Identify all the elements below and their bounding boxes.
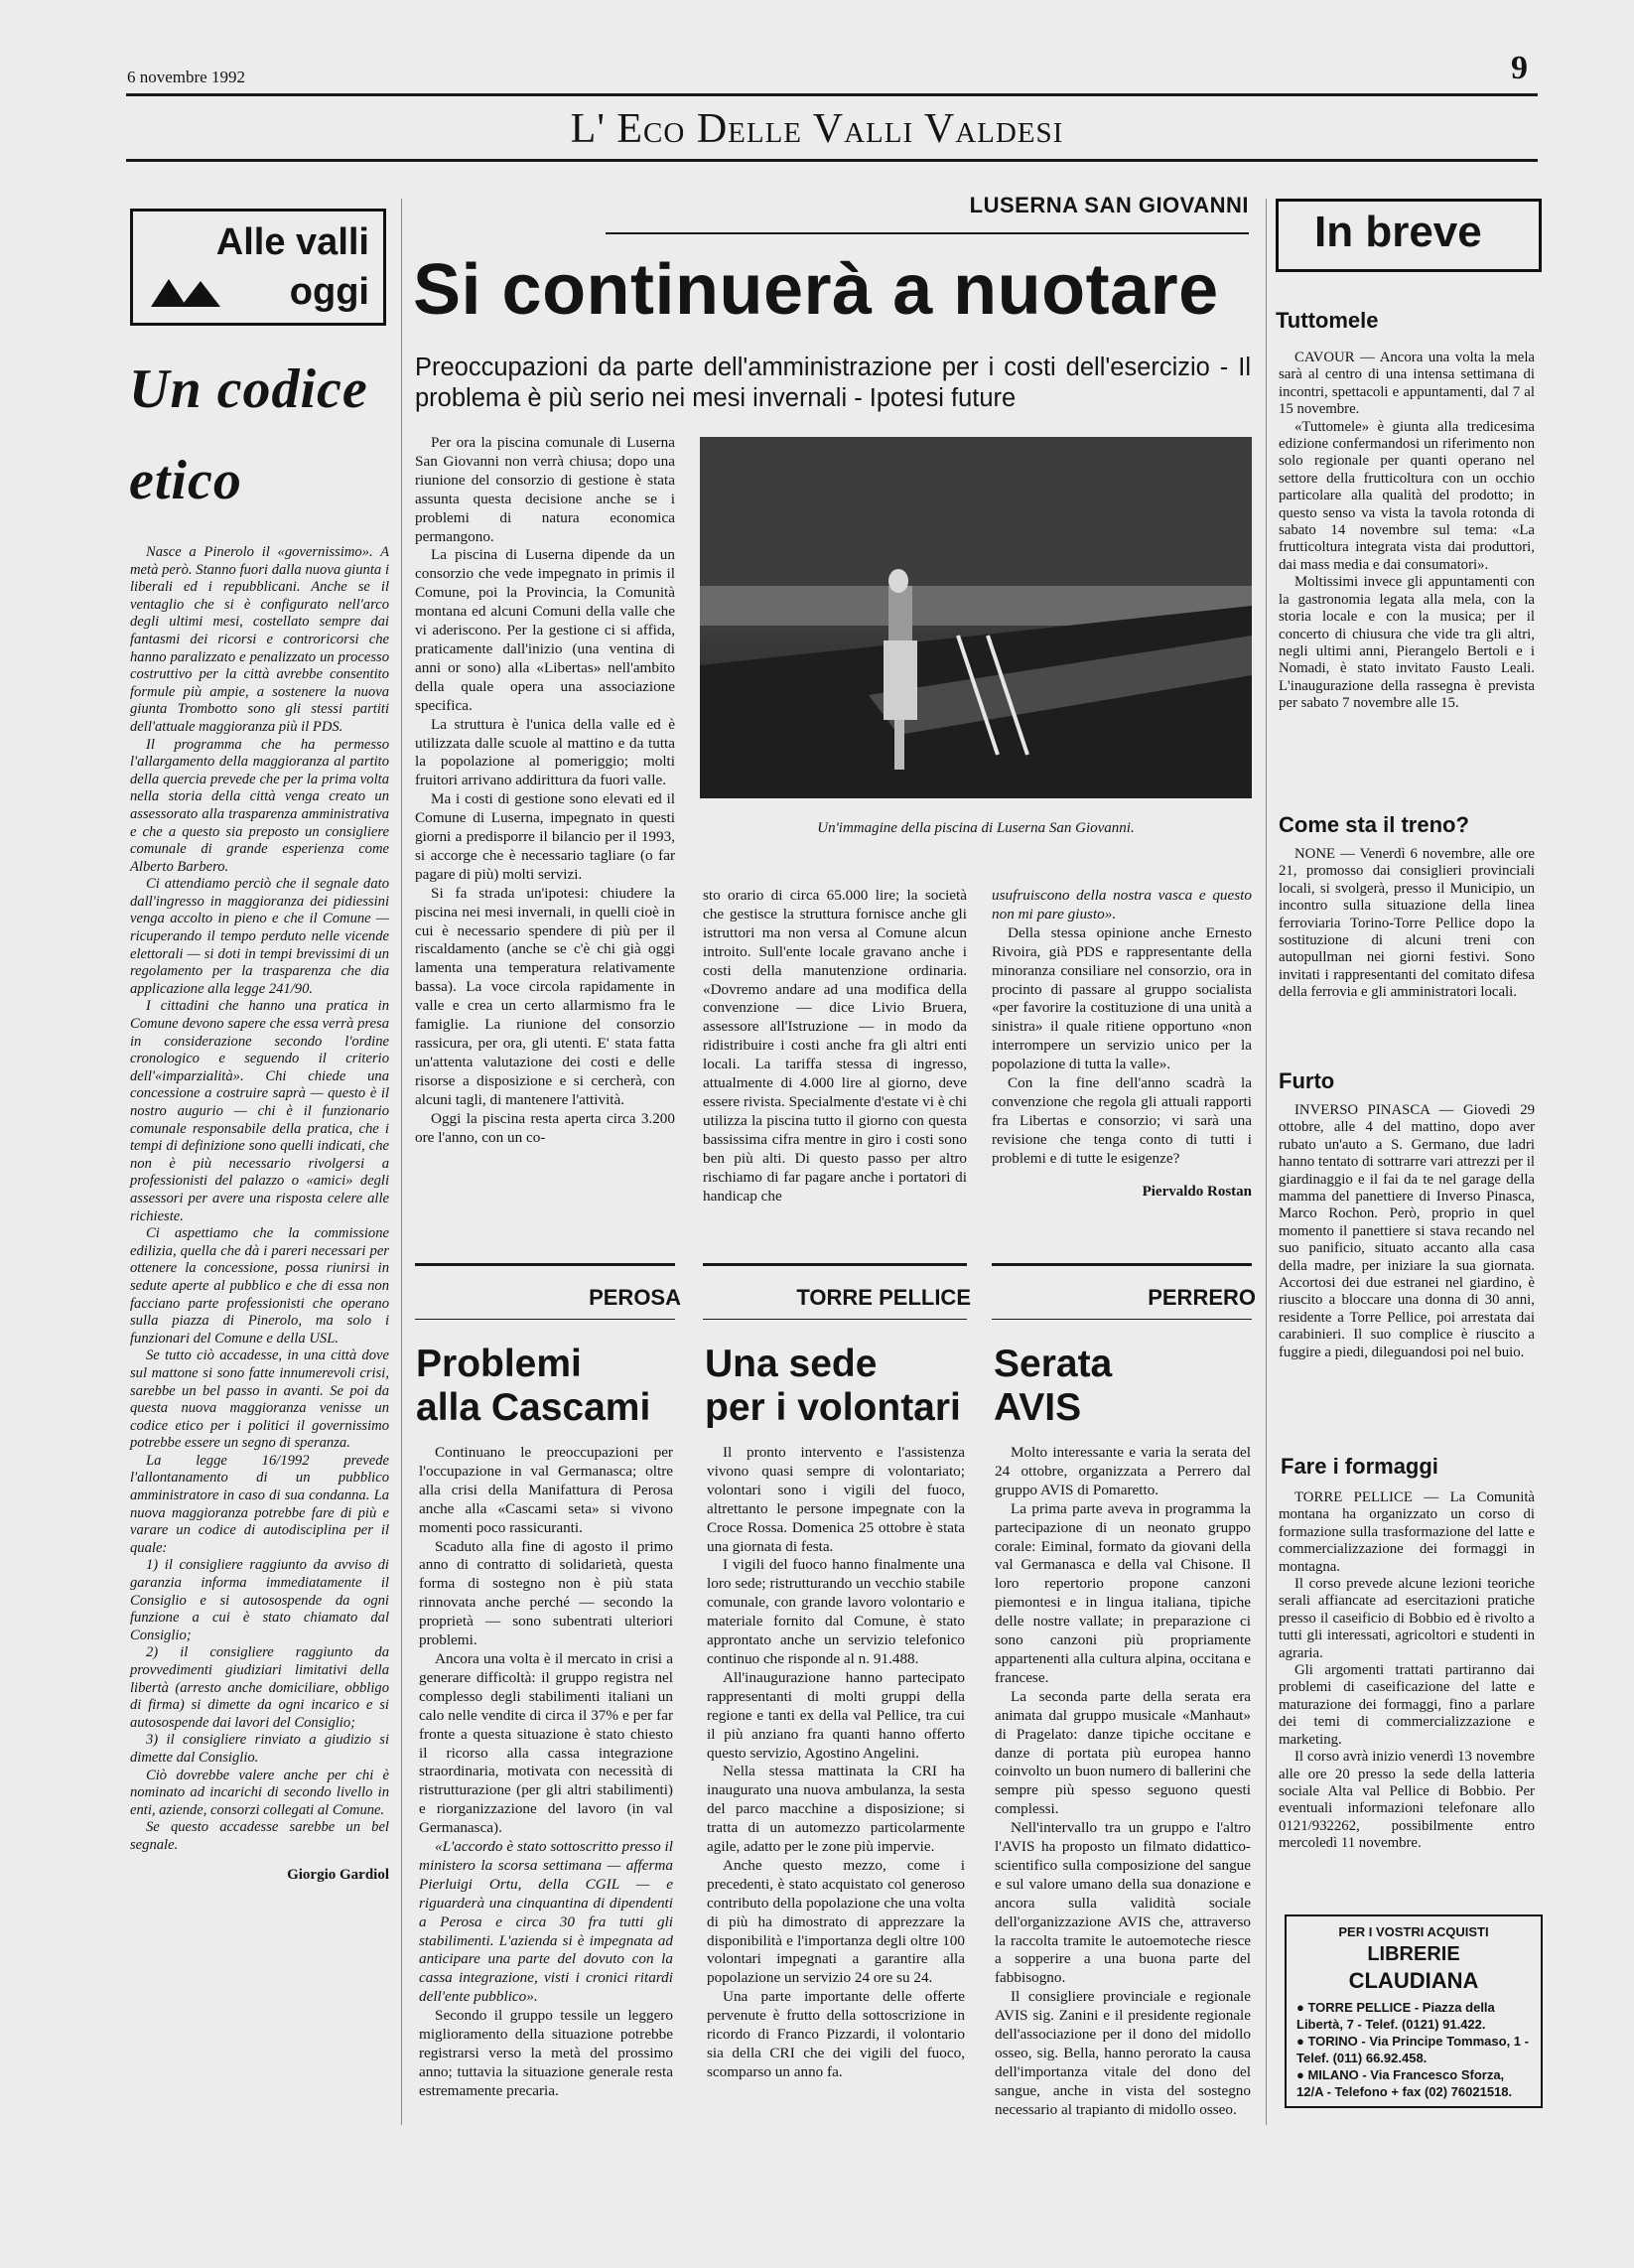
in-breve-box <box>1276 199 1542 272</box>
main-kicker: LUSERNA SAN GIOVANNI <box>969 193 1249 217</box>
main-col3 <box>992 887 1252 1202</box>
paragraph: usufruiscono della nostra vasca e questo non mi pare giusto». <box>992 887 1252 922</box>
photo-caption: Un'immagine della piscina di Luserna San Giovanni. <box>817 820 1135 836</box>
perrero-body <box>995 1444 1251 2120</box>
perosa-kicker: PEROSA <box>589 1285 681 1310</box>
ad-item: ● TORINO - Via Principe Tommaso, 1 - Telef. (011) 66.92.458. <box>1296 2033 1531 2066</box>
paragraph: 1) il consigliere raggiunto da avviso di garanzia informa immediatamente il Consiglio e si autosospende da ogni funzione a cui è stato chiamato dal Consiglio; <box>130 1557 389 1643</box>
main-col2 <box>703 887 967 1205</box>
paragraph: Molto interessante e varia la serata del 24 ottobre, organizzata a Perrero dal gruppo AVIS di Pomaretto. <box>995 1444 1251 1498</box>
paragraph: La seconda parte della serata era animata dal gruppo musicale «Manhaut» di Pragelato: danze tipiche occitane e danze di portata più europea hanno coinvolto un buon numero di ballerini che sempre più spesso seguono questi complessi. <box>995 1687 1251 1818</box>
paragraph: Gli argomenti trattati partiranno dai problemi di caseificazione del latte e maturazione dei formaggi, fino a parlare dei temi di commercializzazione e marketing. <box>1279 1662 1535 1748</box>
masthead: L' Eco Delle Valli Valdesi <box>570 106 1064 152</box>
header-top-rule <box>126 93 1538 96</box>
paragraph: Il corso prevede alcune lezioni teoriche serali affiancate ad esercitazioni pratiche presso il caseificio di Bobbio ed è rivolto a tutti gli interessati, agricoltori e studenti in agraria. <box>1279 1576 1535 1661</box>
paragraph: Continuano le preoccupazioni per l'occupazione in val Germanasca; oltre alla crisi della Manifattura di Perosa anche alla «Cascami seta» si vivono momenti poco rassicuranti. <box>419 1444 673 1536</box>
perosa-headline <box>416 1343 650 1430</box>
treno-head: Come sta il treno? <box>1279 812 1469 837</box>
torre-top-rule <box>703 1263 967 1266</box>
torre-kicker-rule <box>703 1319 967 1320</box>
mountains-icon <box>151 277 220 307</box>
claudiana-ad <box>1285 1914 1543 2108</box>
paragraph: Oggi la piscina resta aperta circa 3.200 ore l'anno, con un co- <box>415 1109 675 1146</box>
torre-headline <box>705 1343 961 1430</box>
paragraph: sto orario di circa 65.000 lire; la società che gestisce la struttura fornisce anche gli istruttori ma non versa al Comune alcun introito. Sull'ente locale gravano anche i costi della manutenzione ordinaria. «Dovremo andare ad una modifica della convenzione — dice Livio Bruera, assessore all'Istruzione — in modo da ridistribuire i costi anche fra gli altri enti locali. La tariffa stessa di ingresso, attualmente di 4.000 lire al giorno, deve essere rivista. Specialmente d'estate vi è chi utilizza la piscina tutto il giorno con questa bassissima cifra mentre in giro i costi sono ben più alti. Di questo passo per altro rischiamo di far pagare anche i portatori di handicap che <box>703 887 967 1205</box>
formaggi-body <box>1279 1489 1535 1853</box>
ad-line2: LIBRERIE <box>1367 1943 1460 1965</box>
editorial-author: Giorgio Gardiol <box>287 1866 389 1883</box>
headline-line: Serata <box>994 1343 1113 1385</box>
pool-photo <box>700 437 1252 798</box>
paragraph: Ancora una volta è il mercato in crisi a generare difficoltà: il gruppo registra nel complesso degli stabilimenti italiani un calo nelle vendite di circa il 37% e per far fronte a questa situazione è stato chiesto il ricorso alla cassa integrazione straordinaria, motivata con necessità di ristrutturazione (per gli altri stabilimenti) e riorganizzazione del lavoro (in val Germanasca). <box>419 1649 673 1837</box>
header-bottom-rule <box>126 159 1538 162</box>
formaggi-head: Fare i formaggi <box>1281 1454 1438 1479</box>
main-author: Piervaldo Rostan <box>1142 1183 1252 1200</box>
headline-line: Problemi <box>416 1343 582 1385</box>
headline-line: Una sede <box>705 1343 878 1385</box>
main-col1 <box>415 434 675 1147</box>
paragraph: CAVOUR — Ancora una volta la mela sarà al centro di una intensa settimana di incontri, spettacoli e appuntamenti, dal 7 al 15 novembre. <box>1279 350 1535 418</box>
paragraph: Scaduto alla fine di agosto il primo anno di contratto di solidarietà, questa forma di sostegno non è più stata rinnovata anche perché — secondo la proprietà — sono subentrati ulteriori problemi. <box>419 1537 673 1649</box>
left-title-line2: etico <box>129 450 242 511</box>
paragraph: Moltissimi invece gli appuntamenti con la gastronomia legata alla mela, con la storia locale e con la musica; per il concerto di chiusura che vide tra gli altri, negli ultimi anni, Pierangelo Bertoli e i Nomadi, è stato invitato Fausto Leali. L'inaugurazione della rassegna è prevista per sabato 7 novembre alle 15. <box>1279 574 1535 712</box>
main-deck: Preoccupazioni da parte dell'amministrazione per i costi dell'esercizio - Il problema è più serio nei mesi invernali - Ipotesi future <box>415 354 1251 412</box>
issue-date: 6 novembre 1992 <box>127 68 245 86</box>
tuttomele-head: Tuttomele <box>1276 308 1379 333</box>
main-kicker-rule <box>606 232 1249 234</box>
furto-body <box>1279 1102 1535 1361</box>
paragraph: «L'accordo è stato sottoscritto presso il ministero la scorsa settimana — afferma Pierluigi Ortu, della CGIL — e riguarderà una cinquantina di dipendenti a Perosa e circa 30 fra tutti gli stabilimenti. L'azienda si è impegnata ad anticipare una parte del dovuto con la cassa integrazione, visti i cronici ritardi dell'ente pubblico». <box>419 1838 673 2006</box>
headline-line: AVIS <box>994 1386 1082 1429</box>
paragraph: Anche questo mezzo, come i precedenti, è stato acquistato col generoso contributo della popolazione che una volta di più ha dimostrato di apprezzare la disponibilità e l'importanza degli oltre 100 volontari impegnati a garantire alla popolazione un servizio 24 ore su 24. <box>707 1856 965 1987</box>
ad-line3: CLAUDIANA <box>1348 1968 1479 1993</box>
ad-item: ● TORRE PELLICE - Piazza della Libertà, 7 - Telef. (0121) 91.422. <box>1296 1999 1531 2033</box>
paragraph: Il programma che ha permesso l'allargamento della maggioranza al partito della quercia prevede che per la prima volta nella storia della città venga creato un assessorato alla trasparenza amministrativa e che a questo sia preposto un consigliere comunale di grande esperienza come Alberto Barbero. <box>130 736 389 875</box>
paragraph: Ciò dovrebbe valere anche per chi è nominato ad incarichi di secondo livello in enti, aziende, consorzi collegati al Comune. <box>130 1767 389 1818</box>
torre-body <box>707 1444 965 2082</box>
paragraph: I vigili del fuoco hanno finalmente una loro sede; ristrutturando un vecchio stabile comunale, con grande lavoro volontario e materiale fornito dal Comune, è stato approntato anche un servizio telefonico continuo che risponde al n. 91.488. <box>707 1556 965 1667</box>
paragraph: Ci aspettiamo che la commissione edilizia, quella che dà i pareri necessari per ottenere la concessione, possa riunirsi in sedute aperte al pubblico e che di essa non facciano parte professionisti che operano sulla piazza di Pinerolo, ma solo i funzionari del Comune e della USL. <box>130 1225 389 1347</box>
paragraph: Nell'intervallo tra un gruppo e l'altro l'AVIS ha proposto un filmato didattico-scientifico sulla composizione del sangue e sul valore umano della sua donazione e ancora sulla validità sociale dell'organizzazione AVIS che, attraverso la raccolta tramite le autoemoteche riesce a sopperire a una buona parte del fabbisogno. <box>995 1819 1251 1987</box>
paragraph: Secondo il gruppo tessile un leggero miglioramento della situazione potrebbe registrarsi verso la metà del prossimo anno; tuttavia la situazione generale resta estremamente precaria. <box>419 2007 673 2099</box>
paragraph: Se questo accadesse sarebbe un bel segnale. <box>130 1819 389 1853</box>
paragraph: Ci attendiamo perciò che il segnale dato dall'ingresso in maggioranza dei pidiessini venga accolto in pieno e che il Comune — ricuperando il tempo perduto nelle vicende elettorali — si doti in tempi brevissimi di un regolamento per la trasparenza che dia applicazione alla legge 241/90. <box>130 876 389 997</box>
paragraph: Ma i costi di gestione sono elevati ed il Comune di Luserna, impegnato in questi giorni a predisporre il bilancio per il 1993, si accorge che è necessario tagliare (o far pagare di più) molti servizi. <box>415 790 675 883</box>
paragraph: I cittadini che hanno una pratica in Comune devono sapere che essa verrà presa in considerazione secondo l'ordine cronologico e seguendo il criterio dell'«imparzialità». Chi chiede una concessione a costruire saprà — questo è il nostro augurio — chi è il funzionario comunale responsabile della pratica, che i tempi di definizione sono quelli indicati, che non è più necessario rivolgersi a professionisti del palazzo o «amici» degli assessori per avere una risposta celere alle richieste. <box>130 998 389 1224</box>
furto-head: Furto <box>1279 1068 1335 1093</box>
perrero-headline <box>994 1343 1112 1430</box>
in-breve-title: In breve <box>1314 208 1482 256</box>
perosa-body <box>419 1444 673 2101</box>
paragraph: Il corso avrà inizio venerdì 13 novembre alle ore 20 presso la sede della latteria sociale Alta val Pellice di Bobbio. Per eventuali informazioni telefonare allo 0121/932262, possibilmente entro mercoledì 11 novembre. <box>1279 1749 1535 1852</box>
left-column-divider <box>401 199 402 2125</box>
paragraph: La struttura è l'unica della valle ed è utilizzata dalle scuole al mattino e da tutta la popolazione al pomeriggio; molti fruitori arrivano addirittura da fuori valle. <box>415 715 675 789</box>
paragraph: Nella stessa mattinata la CRI ha inaugurato una nuova ambulanza, la sesta del parco macchine a disposizione; si tratta di un automezzo particolarmente agile, adatto per le zone più impervie. <box>707 1763 965 1856</box>
paragraph: La prima parte aveva in programma la partecipazione di un neonato gruppo corale: Eiminal, formato da giovani della val Germanasca e della val Chisone. Il loro repertorio propone canzoni piemontesi e in lingua italiana, tipiche delle nostre vallate; in preparazione ci sono canzoni più propriamente appartenenti alla cultura alpina, occitana e francese. <box>995 1499 1251 1686</box>
perosa-kicker-rule <box>415 1319 675 1320</box>
ad-item: ● MILANO - Via Francesco Sforza, 12/A - Telefono + fax (02) 76021518. <box>1296 2066 1531 2100</box>
paragraph: Per ora la piscina comunale di Luserna San Giovanni non verrà chiusa; dopo una riunione del consorzio di gestione è stata assunta questa decisione anche se i problemi di natura economica permangono. <box>415 434 675 545</box>
perrero-top-rule <box>992 1263 1252 1266</box>
paragraph: Si fa strada un'ipotesi: chiudere la piscina nei mesi invernali, in quelli cioè in cui è necessario spendere di più per il riscaldamento (anche se c'è chi già oggi lamenta una temperatura relativamente bassa). La voce circola rapidamente in valle e crea un certo allarmismo fra le famiglie. La riunione del consorzio rassicura, per ora, gli utenti. E' stata fatta un'attenta valutazione dei costi e delle risorse a disposizione e si cercherà, con alcuni tagli, di mantenere l'attività. <box>415 884 675 1108</box>
logo-text-line1: Alle valli <box>215 221 369 263</box>
paragraph: All'inaugurazione hanno partecipato rappresentanti di molti gruppi della regione e tanti ex della val Pellice, tra cui il più anziano fra quanti hanno offerto questo servizio, Agostino Angelini. <box>707 1668 965 1762</box>
treno-body <box>1279 846 1535 1002</box>
paragraph: La piscina di Luserna dipende da un consorzio che vede impegnato in primis il Comune, poi la Provincia, la Comunità montana ed alcuni Comuni della valle che vi aderiscono. Per la gestione ci si affida, praticamente dall'inizio (una ventina di anni or sono) alla «Libertas» nell'ambito della quale opera una associazione specifica. <box>415 546 675 714</box>
paragraph: «Tuttomele» è giunta alla tredicesima edizione confermandosi un riferimento non solo regionale per quanti operano nel settore della frutticoltura con un occhio particolare alla qualità del prodotto; in questo senso va vista la tavola rotonda di sabato 14 novembre sul tema: «La frutticoltura integrata vista dai produttori, dai mass media e dai consumatori». <box>1279 418 1535 573</box>
paragraph: Della stessa opinione anche Ernesto Rivoira, già PDS e rappresentante della minoranza consiliare nel consorzio, ora in procinto di passare al gruppo socialista «per favorire la costituzione di una unità a sinistra» il quale ritiene opportuno «non interrompere un servizio unico per la popolazione di tutta la valle». <box>992 923 1252 1073</box>
paragraph: TORRE PELLICE — La Comunità montana ha organizzato un corso di formazione sulla trasformazione del latte e commercializzazione dei formaggi in montagna. <box>1279 1489 1535 1575</box>
paragraph: Il pronto intervento e l'assistenza vivono quasi sempre di volontariato; volontari sono i vigili del fuoco, altrettanto le persone impegnate con la Croce Rossa. Domenica 25 ottobre è stata una giornata di festa. <box>707 1444 965 1555</box>
main-headline: Si continuerà a nuotare <box>413 250 1219 330</box>
headline-line: alla Cascami <box>416 1386 651 1429</box>
paragraph: Il consigliere provinciale e regionale AVIS sig. Zanini e il presidente regionale dell'associazione per il dono del midollo osseo, sig. Bella, hanno perorato la causa dell'importanza vitale del dono del sangue, anche in vista del sostegno necessario al trapianto di midollo osseo. <box>995 1988 1251 2118</box>
perrero-kicker: PERRERO <box>1148 1285 1256 1310</box>
alle-valli-oggi-logo <box>130 209 386 326</box>
perosa-top-rule <box>415 1263 675 1266</box>
editorial-body <box>130 544 389 1884</box>
paragraph: Con la fine dell'anno scadrà la convenzione che regola gli attuali rapporti fra Libertas e consorzio; vi sarà una revisione che tenga conto di tutti i problemi e di tutte le esigenze? <box>992 1074 1252 1167</box>
paragraph: La legge 16/1992 prevede l'allontanamento di un pubblico amministratore in caso di sua condanna. La nuova maggioranza potrebbe fare di più e varare un codice di autodisciplina per il quale: <box>130 1452 389 1556</box>
paragraph: INVERSO PINASCA — Giovedì 29 ottobre, alle 4 del mattino, dopo aver rubato un'auto a S. Germano, due ladri hanno tentato di sottrarre vari attrezzi per il giardinaggio e il fai da te nel garage della mamma del panettiere di Inverso Pinasca, Marco Rochon. Però, proprio in quel momento il panettiere si stava recando nel suo panificio, situato accanto alla casa della madre, per iniziare la sua giornata. Accortosi dei due estranei nel giardino, è riuscito a bloccare una donna di 30 anni, residente a Torre Pellice, poi arrestata dai carabinieri. Il suo complice è riuscito a fuggire a piedi, dileguandosi poi nel buio. <box>1279 1102 1535 1360</box>
perrero-kicker-rule <box>992 1319 1252 1320</box>
paragraph: Se tutto ciò accadesse, in una città dove sul mattone si sono fatte innumerevoli crisi, sarebbe un bel passo in avanti. Se poi da questa nuova maggioranza venisse un codice etico per i politici il governissimo potrebbe essere un segno di speranza. <box>130 1347 389 1452</box>
logo-text-line2: oggi <box>289 271 369 313</box>
headline-line: per i volontari <box>705 1386 961 1429</box>
ad-line1: PER I VOSTRI ACQUISTI <box>1338 1924 1489 1939</box>
paragraph: Una parte importante delle offerte pervenute è frutto della sottoscrizione in ricordo di Franco Pizzardi, il volontario sia della CRI che dei vigili del fuoco, scomparso un anno fa. <box>707 1988 965 2080</box>
paragraph: NONE — Venerdì 6 novembre, alle ore 21, promosso dai consiglieri provinciali locali, si svolgerà, presso il Municipio, un incontro sulla situazione della linea ferroviaria Torino-Torre Pellice dopo la sostituzione di alcuni treni con autopullman nei giorni festivi. Sono invitati i rappresentanti del comitato difesa della ferrovia e gli amministratori locali. <box>1279 846 1535 1001</box>
paragraph: 2) il consigliere raggiunto da provvedimenti giudiziari limitativi della libertà (arresto anche domiciliare, obbligo di firma) si dimette da ogni incarico e si autosospende dai lavori del Consiglio; <box>130 1644 389 1731</box>
paragraph: Nasce a Pinerolo il «governissimo». A metà però. Stanno fuori dalla nuova giunta i liberali ed i repubblicani. Anche se il ventaglio che si è configurato nell'arco degli ultimi mesi, costellato sempre dai fantasmi dei ricorsi e controricorsi che hanno paralizzato e penalizzato un processo costruttivo per la città avrebbe consentito formule più ampie, a sostenere la nuova giunta Trombotto sono gli stessi partiti dell'attuale maggioranza più il PDS. <box>130 544 389 735</box>
right-column-divider <box>1266 199 1267 2125</box>
tuttomele-body <box>1279 350 1535 713</box>
torre-kicker: TORRE PELLICE <box>796 1285 971 1310</box>
paragraph: 3) il consigliere rinviato a giudizio si dimette dal Consiglio. <box>130 1732 389 1766</box>
pool-photo-scene <box>700 437 1252 798</box>
left-title-line1: Un codice <box>129 358 368 420</box>
page-number: 9 <box>1511 50 1528 86</box>
